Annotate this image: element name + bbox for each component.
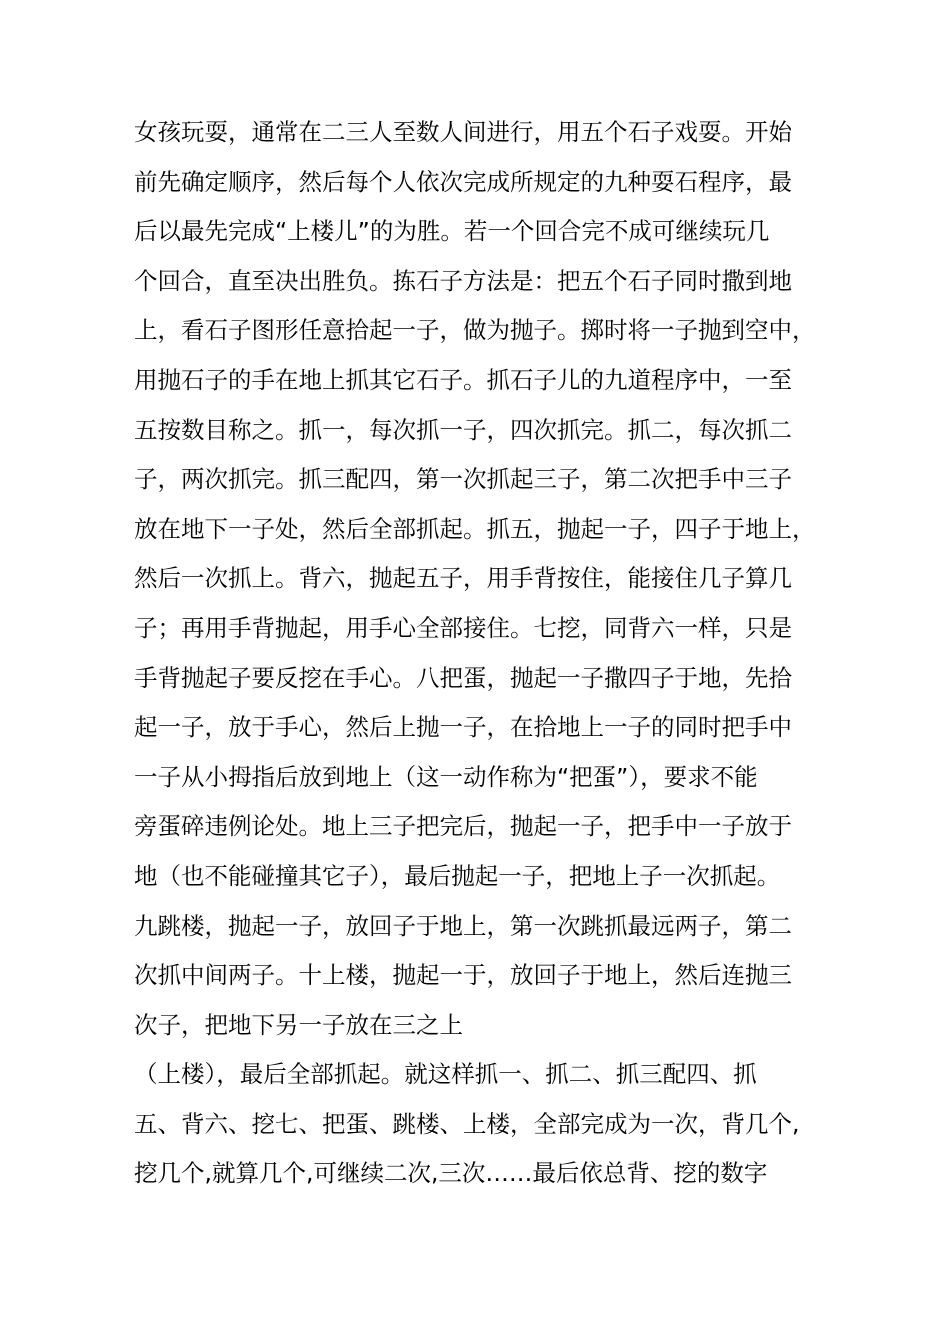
body-text [134, 108, 854, 1199]
text-line: 一子从小拇指后放到地上（这一动作称为“把蛋”），要求不能 [134, 762, 758, 791]
text-line: （上楼），最后全部抓起。就这样抓一、抓二、抓三配四、抓 [134, 1060, 757, 1089]
text-line: 子；再用手背抛起，用手心全部接住。七挖，同背六一样，只是 [134, 613, 792, 642]
text-line: 五按数目称之。抓一，每次抓一子，四次抓完。抓二，每次抓二 [134, 415, 792, 444]
text-line: 手背抛起子要反挖在手心。八把蛋，抛起一子撒四子于地，先拾 [134, 663, 792, 692]
text-line: 次子，把地下另一子放在三之上 [134, 1010, 463, 1039]
text-line: 九跳楼，抛起一子，放回子于地上，第一次跳抓最远两子，第二 [134, 911, 792, 940]
text-line: 子，两次抓完。抓三配四，第一次抓起三子，第二次把手中三子 [134, 465, 792, 494]
text-line: 次抓中间两子。十上楼，抛起一于，放回子于地上，然后连抛三 [134, 961, 792, 990]
text-line: 前先确定顺序，然后每个人依次完成所规定的九种耍石程序，最 [134, 167, 792, 196]
text-line: 用抛石子的手在地上抓其它石子。抓石子儿的九道程序中，一至 [134, 365, 792, 394]
text-line: 女孩玩耍，通常在二三人至数人间进行，用五个石子戏耍。开始 [134, 118, 792, 146]
text-line: 个回合，直至决出胜负。拣石子方法是：把五个石子同时撒到地 [134, 266, 792, 295]
text-line: 地（也不能碰撞其它子），最后抛起一子，把地上子一次抓起。 [134, 861, 781, 890]
text-line: 起一子，放于手心，然后上抛一子，在拾地上一子的同时把手中 [134, 713, 792, 742]
text-line: 然后一次抓上。背六，抛起五子，用手背按住，能接住几子算几 [134, 564, 792, 593]
text-line: 放在地下一子处，然后全部抓起。抓五，抛起一子，四子于地上， [134, 514, 816, 543]
text-line: 五、背六、挖七、把蛋、跳楼、上楼，全部完成为一次，背几个, [134, 1109, 800, 1138]
text-line: 挖几个,就算几个,可继续二次,三次……最后依总背、挖的数字 [134, 1159, 768, 1188]
text-line: 上，看石子图形任意拾起一子，做为抛子。掷时将一子抛到空中， [134, 316, 816, 345]
text-line: 旁蛋碎违例论处。地上三子把完后，抛起一子，把手中一子放于 [134, 812, 792, 841]
text-line: 后以最先完成“上楼儿”的为胜。若一个回合完不成可继续玩几 [134, 217, 770, 246]
